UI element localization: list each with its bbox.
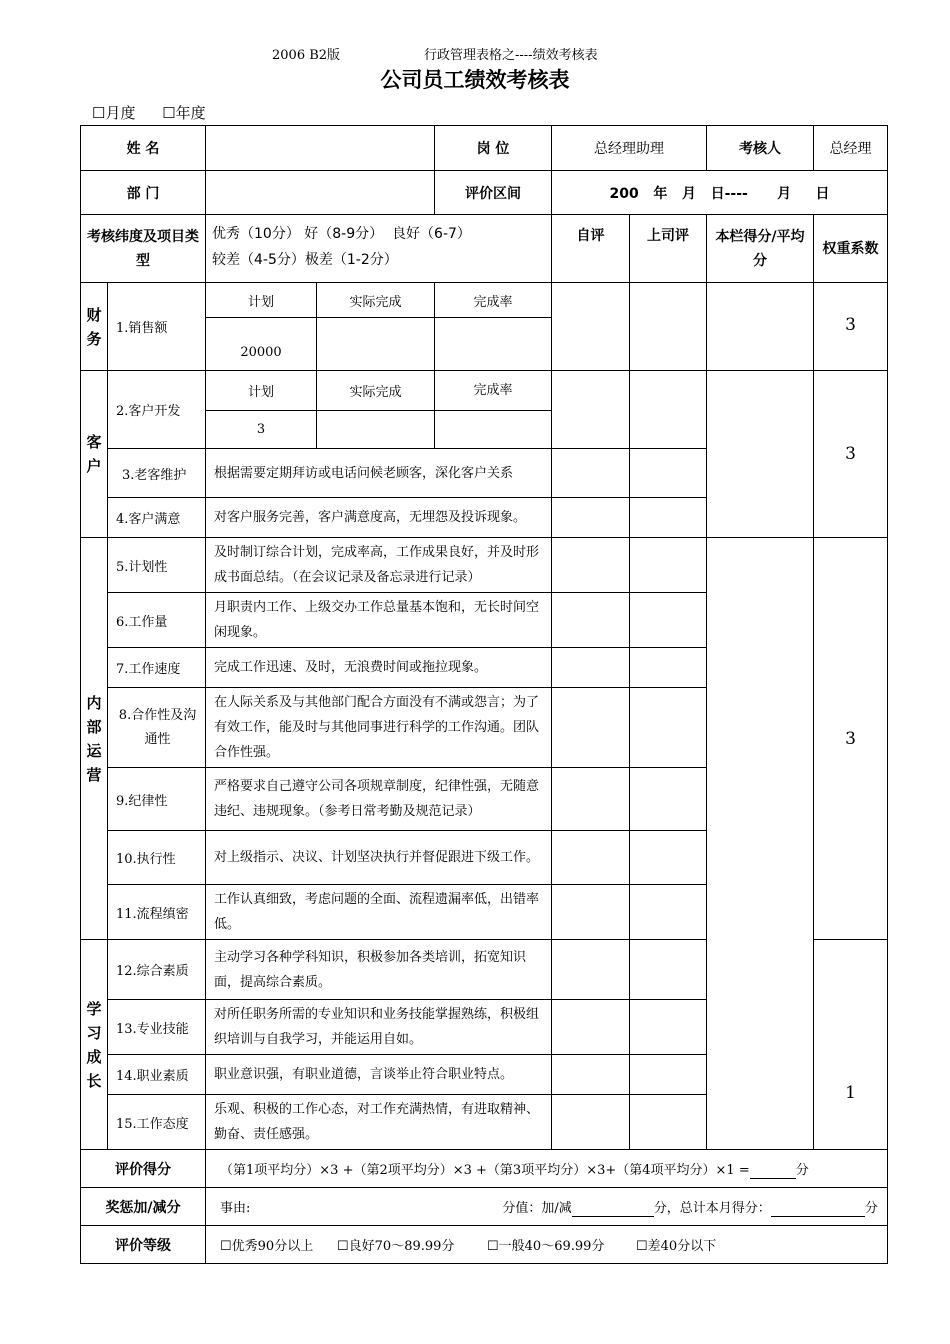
weight-customer: 3 xyxy=(814,371,888,538)
finance-plan-label: 计划 xyxy=(206,283,317,318)
self-score-3[interactable] xyxy=(552,449,630,498)
grade-label: 评价等级 xyxy=(81,1226,206,1264)
self-score-4[interactable] xyxy=(552,498,630,538)
superior-score-8[interactable] xyxy=(630,688,707,768)
self-score-14[interactable] xyxy=(552,1055,630,1095)
superior-score-9[interactable] xyxy=(630,768,707,831)
item-10: 10.执行性 xyxy=(108,831,206,885)
category-finance: 财务 xyxy=(81,283,108,371)
self-score-10[interactable] xyxy=(552,831,630,885)
item-15: 15.工作态度 xyxy=(108,1095,206,1150)
finance-actual-label: 实际完成 xyxy=(317,283,435,318)
section-score-customer[interactable] xyxy=(707,371,814,538)
eval-score-formula xyxy=(206,1150,888,1188)
range-label: 评价区间 xyxy=(435,171,552,215)
header-category: 行政管理表格之----绩效考核表 xyxy=(424,48,598,63)
item-13: 13.专业技能 xyxy=(108,1000,206,1055)
superior-score-14[interactable] xyxy=(630,1055,707,1095)
header-version: 2006 B2版 xyxy=(272,48,341,63)
self-score-12[interactable] xyxy=(552,940,630,1000)
superior-score-6[interactable] xyxy=(630,593,707,648)
category-customer: 客户 xyxy=(81,371,108,538)
customer-rate-field[interactable] xyxy=(435,411,552,449)
period-options xyxy=(92,102,228,123)
desc-3: 根据需要定期拜访或电话问候老顾客，深化客户关系 xyxy=(206,449,552,498)
weight-learning: 1 xyxy=(814,940,888,1150)
customer-actual-label: 实际完成 xyxy=(317,371,435,411)
item-5: 5.计划性 xyxy=(108,538,206,593)
col-weight: 权重系数 xyxy=(814,215,888,283)
item-9: 9.纪律性 xyxy=(108,768,206,831)
superior-score-12[interactable] xyxy=(630,940,707,1000)
desc-9: 严格要求自己遵守公司各项规章制度，纪律性强，无随意违纪、违规现象。（参考日常考勤及规范记录） xyxy=(206,768,552,831)
item-1: 1.销售额 xyxy=(108,283,206,371)
col-dimension: 考核纬度及项目类型 xyxy=(81,215,206,283)
self-score-11[interactable] xyxy=(552,885,630,940)
eval-score-unit: 分 xyxy=(795,1162,809,1178)
eval-formula-text: （第1项平均分）×3 +（第2项平均分）×3 +（第3项平均分）×3+（第4项平均分）×1 = xyxy=(220,1162,750,1178)
section-score-operations-learning[interactable] xyxy=(707,538,814,1150)
finance-rate-label: 完成率 xyxy=(435,283,552,318)
bonus-total-blank[interactable] xyxy=(771,1201,865,1217)
category-learning: 学习成长 xyxy=(81,940,108,1150)
superior-score-10[interactable] xyxy=(630,831,707,885)
self-score-13[interactable] xyxy=(552,1000,630,1055)
superior-score-11[interactable] xyxy=(630,885,707,940)
superior-score-5[interactable] xyxy=(630,538,707,593)
self-score-5[interactable] xyxy=(552,538,630,593)
reviewer-label: 考核人 xyxy=(707,126,814,171)
desc-10: 对上级指示、决议、计划坚决执行并督促跟进下级工作。 xyxy=(206,831,552,885)
bonus-points-blank[interactable] xyxy=(572,1201,654,1217)
item-2: 2.客户开发 xyxy=(108,371,206,449)
customer-plan-label: 计划 xyxy=(206,371,317,411)
finance-rate-field[interactable] xyxy=(435,318,552,371)
item-11: 11.流程缜密 xyxy=(108,885,206,940)
desc-8: 在人际关系及与其他部门配合方面没有不满或怨言；为了有效工作，能及时与其他同事进行科学的工作沟通。团队合作性强。 xyxy=(206,688,552,768)
customer-plan-value: 3 xyxy=(206,411,317,449)
self-score-8[interactable] xyxy=(552,688,630,768)
eval-score-blank[interactable] xyxy=(750,1163,796,1179)
self-score-1[interactable] xyxy=(552,283,630,371)
desc-12: 主动学习各种学科知识，积极参加各类培训，拓宽知识面，提高综合素质。 xyxy=(206,940,552,1000)
dept-field[interactable] xyxy=(206,171,435,215)
name-field[interactable] xyxy=(206,126,435,171)
self-score-7[interactable] xyxy=(552,648,630,688)
dept-label: 部 门 xyxy=(81,171,206,215)
period-monthly-checkbox[interactable]: ☐月度 xyxy=(92,104,136,122)
bonus-row xyxy=(206,1188,888,1226)
period-yearly-checkbox[interactable]: ☐年度 xyxy=(162,104,206,122)
grade-excellent-checkbox[interactable]: ☐优秀90分以上 xyxy=(220,1239,314,1254)
self-score-9[interactable] xyxy=(552,768,630,831)
item-4: 4.客户满意 xyxy=(108,498,206,538)
weight-operations: 3 xyxy=(814,538,888,940)
weight-finance: 3 xyxy=(814,283,888,371)
finance-plan-value: 20000 xyxy=(206,318,317,371)
superior-score-13[interactable] xyxy=(630,1000,707,1055)
grade-poor-checkbox[interactable]: ☐差40分以下 xyxy=(636,1239,717,1254)
item-6: 6.工作量 xyxy=(108,593,206,648)
item-3: 3.老客维护 xyxy=(108,449,206,498)
item-8: 8.合作性及沟通性 xyxy=(108,688,206,768)
col-self: 自评 xyxy=(552,215,630,283)
scale-line-2: 较差（4-5分）极差（1-2分） xyxy=(212,252,398,268)
bonus-total-unit: 分 xyxy=(864,1200,878,1216)
grade-average-checkbox[interactable]: ☐一般40～69.99分 xyxy=(487,1239,605,1254)
desc-6: 月职责内工作、上级交办工作总量基本饱和，无长时间空闲现象。 xyxy=(206,593,552,648)
desc-4: 对客户服务完善，客户满意度高，无埋怨及投诉现象。 xyxy=(206,498,552,538)
category-operations: 内部运营 xyxy=(81,538,108,940)
bonus-points-label: 分值：加/减 xyxy=(502,1200,572,1216)
section-score-finance[interactable] xyxy=(707,283,814,371)
desc-11: 工作认真细致，考虑问题的全面、流程遗漏率低，出错率低。 xyxy=(206,885,552,940)
position-value: 总经理助理 xyxy=(552,126,707,171)
self-score-2[interactable] xyxy=(552,371,630,449)
scale-line-1: 优秀（10分） 好（8-9分） 良好（6-7） xyxy=(212,226,471,242)
item-14: 14.职业素质 xyxy=(108,1055,206,1095)
col-superior: 上司评 xyxy=(630,215,707,283)
grade-options xyxy=(206,1226,888,1264)
self-score-15[interactable] xyxy=(552,1095,630,1150)
grade-good-checkbox[interactable]: ☐良好70～89.99分 xyxy=(337,1239,455,1254)
eval-score-label: 评价得分 xyxy=(81,1150,206,1188)
superior-score-2[interactable] xyxy=(630,371,707,449)
name-label: 姓 名 xyxy=(81,126,206,171)
col-scale xyxy=(206,215,552,283)
item-12: 12.综合素质 xyxy=(108,940,206,1000)
item-7: 7.工作速度 xyxy=(108,648,206,688)
desc-15: 乐观、积极的工作心态，对工作充满热情，有进取精神、勤奋、责任感强。 xyxy=(206,1095,552,1150)
page-title: 公司员工绩效考核表 xyxy=(380,68,570,92)
superior-score-1[interactable] xyxy=(630,283,707,371)
reviewer-value: 总经理 xyxy=(814,126,888,171)
bonus-reason: 事由: xyxy=(220,1200,251,1216)
desc-5: 及时制订综合计划，完成率高，工作成果良好，并及时形成书面总结。（在会议记录及备忘录进行记录） xyxy=(206,538,552,593)
desc-14: 职业意识强，有职业道德，言谈举止符合职业特点。 xyxy=(206,1055,552,1095)
superior-score-7[interactable] xyxy=(630,648,707,688)
range-value[interactable]: 200 年 月 日---- 月 日 xyxy=(552,171,888,215)
superior-score-3[interactable] xyxy=(630,449,707,498)
appraisal-table xyxy=(80,125,888,1264)
superior-score-15[interactable] xyxy=(630,1095,707,1150)
customer-rate-label: 完成率 xyxy=(435,371,552,411)
col-score: 本栏得分/平均分 xyxy=(707,215,814,283)
desc-13: 对所任职务所需的专业知识和业务技能掌握熟练，积极组织培训与自我学习，并能运用自如。 xyxy=(206,1000,552,1055)
self-score-6[interactable] xyxy=(552,593,630,648)
superior-score-4[interactable] xyxy=(630,498,707,538)
position-label: 岗 位 xyxy=(435,126,552,171)
desc-7: 完成工作迅速、及时，无浪费时间或拖拉现象。 xyxy=(206,648,552,688)
bonus-label: 奖惩加/减分 xyxy=(81,1188,206,1226)
customer-actual-field[interactable] xyxy=(317,411,435,449)
bonus-total-label: 分，总计本月得分： xyxy=(653,1200,771,1216)
finance-actual-field[interactable] xyxy=(317,318,435,371)
